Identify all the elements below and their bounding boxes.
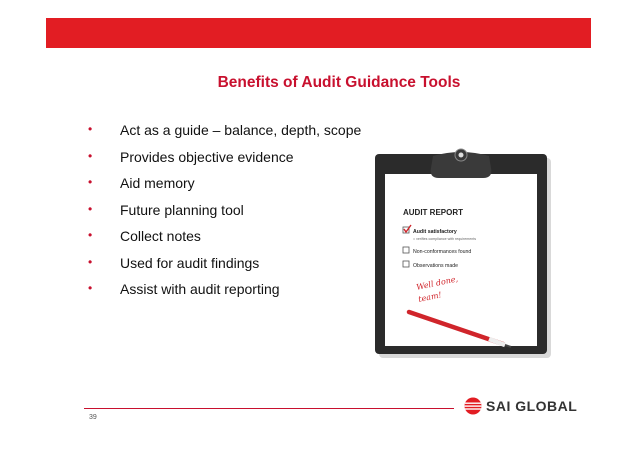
list-item xyxy=(84,122,361,149)
bullet-text: Act as a guide – balance, depth, scope xyxy=(120,122,362,138)
bullet-text: Collect notes xyxy=(120,228,201,244)
handwriting-line: team! xyxy=(417,290,443,304)
logo-text: SAI GLOBAL xyxy=(486,398,578,414)
bullet-text: Assist with audit reporting xyxy=(120,281,280,297)
bullet-icon: • xyxy=(88,122,93,136)
list-item xyxy=(84,202,361,229)
list-item xyxy=(84,149,361,176)
check-item-label: Audit satisfactory xyxy=(413,229,457,235)
bullet-text: Future planning tool xyxy=(120,201,244,218)
check-item-label: Observations made xyxy=(413,263,458,269)
header-bar xyxy=(46,18,591,48)
globe-icon xyxy=(464,397,482,415)
check-item-label: Non-conformances found xyxy=(413,249,472,255)
list-item xyxy=(84,255,361,282)
bullet-list xyxy=(84,122,361,308)
bullet-text: Aid memory xyxy=(120,175,195,191)
bullet-icon: • xyxy=(88,281,93,295)
bullet-text: Used for audit findings xyxy=(120,254,260,271)
check-item-subtext: = verifies compliance with requirements xyxy=(413,237,477,241)
bullet-icon: • xyxy=(88,201,93,216)
bullet-icon: • xyxy=(88,148,93,163)
handwriting-line: Well done, xyxy=(415,274,459,292)
footer-divider xyxy=(84,408,454,409)
page-number: 39 xyxy=(89,414,97,421)
list-item xyxy=(84,175,361,202)
slide-title: Benefits of Audit Guidance Tools xyxy=(217,74,461,91)
report-title: AUDIT REPORT xyxy=(403,208,463,217)
report-paper xyxy=(385,174,537,346)
company-logo xyxy=(464,396,577,416)
clipboard-illustration xyxy=(373,148,555,360)
bullet-icon: • xyxy=(88,175,93,189)
bullet-text: Provides objective evidence xyxy=(120,148,294,165)
bullet-icon: • xyxy=(88,228,93,242)
bullet-icon: • xyxy=(88,254,93,269)
list-item xyxy=(84,281,361,308)
list-item xyxy=(84,228,361,255)
